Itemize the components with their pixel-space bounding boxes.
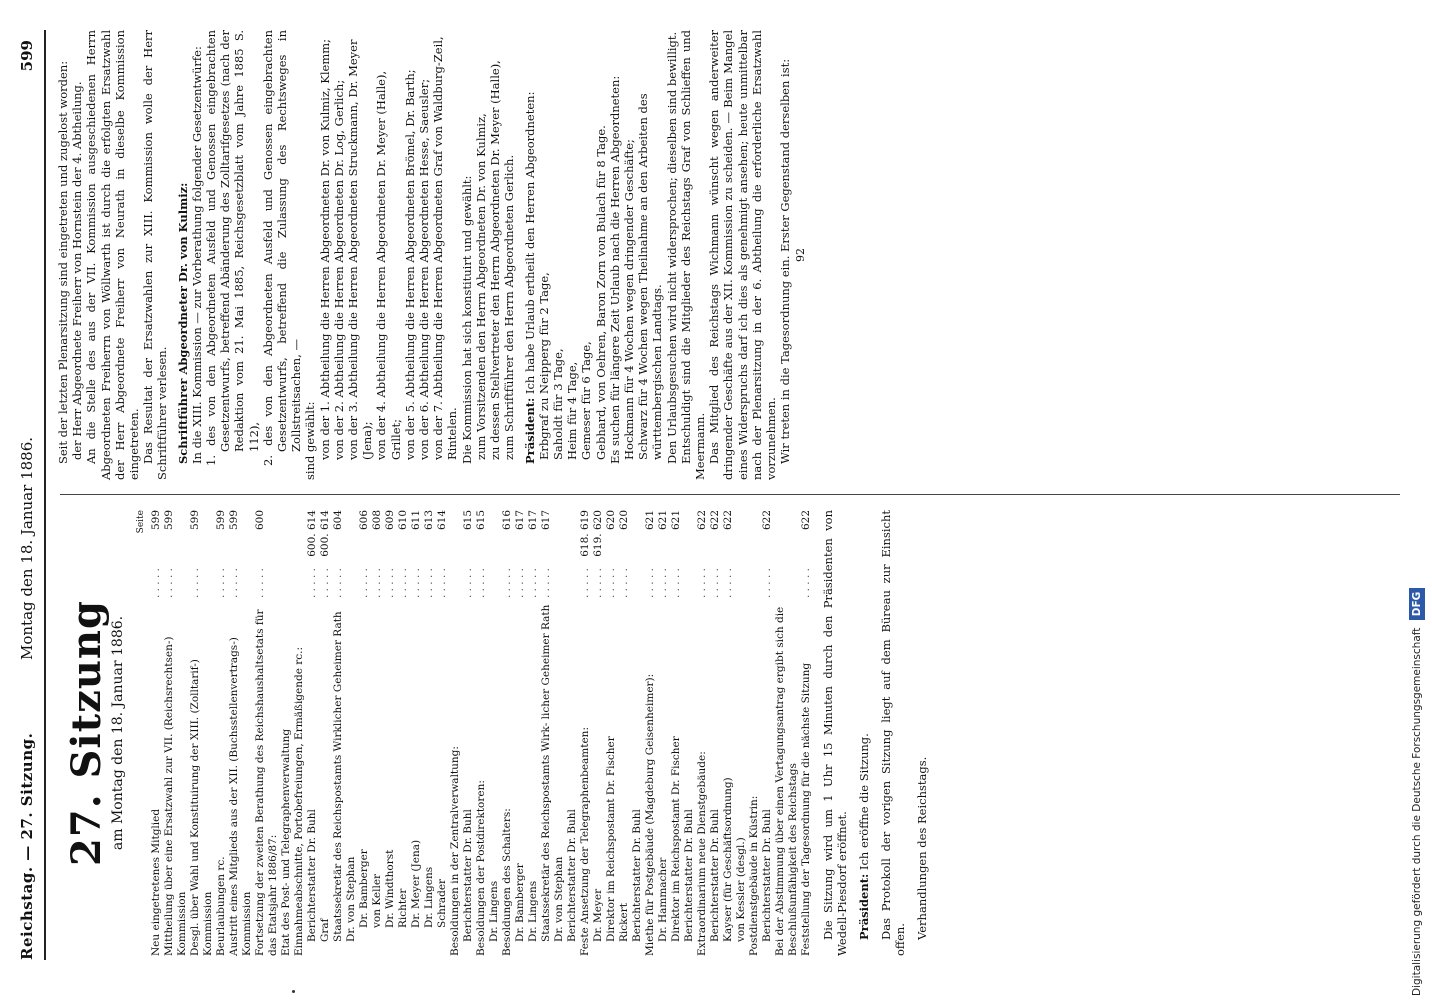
protocol-paragraph: Das Protokoll der vorigen Sitzung liegt auf dem Büreau zur Einsicht offen. <box>879 510 907 956</box>
toc-entry-text: Besoldungen der Postdirektoren: <box>475 780 487 956</box>
toc-leader: . . . . . <box>670 568 682 599</box>
toc-row <box>800 510 813 956</box>
president-statement <box>857 510 871 956</box>
dfg-sidebar-text <box>1405 6 1429 996</box>
toc-entry-text: Berichterstatter Dr. Buhl <box>683 809 695 942</box>
opening-paragraph: Die Sitzung wird um 1 Uhr 15 Minuten durch den Präsidenten von Wedell-Piesdorf eröffnet. <box>821 510 849 956</box>
scan-speck <box>292 990 295 993</box>
right-column <box>56 30 809 480</box>
toc-page-ref: 606 <box>358 510 370 531</box>
toc-entry-text: Schrader <box>436 878 448 928</box>
toc-row <box>423 510 436 956</box>
toc-column-label: Seite <box>136 510 146 534</box>
footer-mark: 92 <box>794 248 808 262</box>
toc-entry-text: von Kessler (desgl.) <box>735 837 747 942</box>
toc-leader: . . . . . <box>579 568 591 599</box>
toc-page-ref: 615 <box>462 510 474 531</box>
toc-page-ref: 599 <box>150 510 162 531</box>
division-4: von der 4. Abtheilung die Herren Abgeordneten Dr. Meyer (Halle), Grillet; <box>374 70 403 460</box>
toc-row <box>358 510 371 956</box>
toc-entry-text: Berichterstatter Dr. Buhl <box>306 809 318 942</box>
toc-leader: . . . . . <box>696 568 708 599</box>
toc-leader: . . . . . <box>150 568 162 599</box>
chairman-line: zum Vorsitzenden den Herrn Abgeordneten Dr. von Kulmiz, <box>473 113 488 460</box>
division-6: von der 6. Abtheilung die Herren Abgeordneten Hesse, Saeusler; <box>417 78 432 460</box>
toc-leader: . . . . . <box>254 568 266 599</box>
session-date: am Montag den 18. Januar 1886. <box>110 615 126 851</box>
paragraph-election-result: Das Resultat der Ersatzwahlen zur XIII. Kommission wolle der Herr Schriftführer verlesen. <box>141 30 170 480</box>
toc-entry-text: Mittheilung über eine Ersatzwahl zur VII. (Reichsrechtsen-) Kommission <box>163 636 188 956</box>
toc-leader: . . . . . <box>228 568 240 599</box>
toc-leader: . . . . . <box>709 568 721 599</box>
toc-page-ref: 600 <box>254 510 266 531</box>
toc-row <box>306 510 319 956</box>
header-rule <box>44 30 46 960</box>
proceedings-line: Verhandlungen des Reichstags. <box>915 756 929 940</box>
toc-page-ref: 619. 620 <box>592 510 604 557</box>
withdrawal-line: Das Mitglied des Reichstags Wichmann wünscht wegen anderweiter dringender Geschäfte aus der XII. Kommission zu scheiden. — Beim Mangel eines Widerspruchs darf ich dies als genehmigt ansehen; heute unmittelbar nach der Plenarsitzung in der 6. Abtheilung die erforderliche Ersatzwahl vorzunehmen. <box>707 30 778 480</box>
elected-line: sind gewählt: <box>303 401 318 480</box>
toc-row <box>215 510 228 956</box>
toc-leader: . . . . . <box>397 568 409 599</box>
column-divider <box>60 494 1400 495</box>
president-leave-statement <box>523 30 537 480</box>
toc-entry-text: Einnahmeabschnitte, Portobefreiungen, Ermäßigende rc.: <box>293 646 305 956</box>
toc-page-ref: 599 <box>215 510 227 531</box>
president-label: Präsident: <box>522 397 537 464</box>
toc-row <box>566 510 579 956</box>
session-title: 27. Sitzung <box>63 600 110 866</box>
toc-row <box>514 510 527 956</box>
division-5: von der 5. Abtheilung die Herren Abgeordneten Brömel, Dr. Barth; <box>402 69 417 460</box>
toc-page-ref: 613 <box>423 510 435 531</box>
paragraph-new-members: Seit der letzten Plenarsitzung sind eingetreten und zugelost worden: <box>56 60 70 464</box>
toc-entry-text: Dr. Lingens <box>423 866 435 928</box>
toc-entry-text: Postdienstgebäude in Küstrin: <box>748 795 760 956</box>
toc-row <box>163 510 189 956</box>
leave-1: Erbgraf zu Neipperg für 2 Tage, <box>536 272 551 460</box>
leave-4: Gemeser für 6 Tage, <box>579 341 594 460</box>
toc-leader: . . . . . <box>644 568 656 599</box>
toc-leader: . . . . . <box>618 568 630 599</box>
toc-row <box>579 510 592 956</box>
secretary-label: Schriftführer Abgeordneter Dr. von Kulmiz: <box>175 182 190 464</box>
toc-entry-text: von Keller <box>371 873 383 928</box>
toc-page-ref: 614 <box>436 510 448 531</box>
vice-chairman-line: zu dessen Stellvertreter den Herrn Abgeordneten Dr. Meyer (Halle), <box>488 60 503 460</box>
longer-leave-line: Es suchen für längere Zeit Urlaub nach die Herren Abgeordneten: <box>607 75 622 464</box>
toc-entry-text: Neu eingetretenes Mitglied <box>150 808 162 956</box>
toc-page-ref: 621 <box>670 510 682 531</box>
page-number: 599 <box>18 40 36 72</box>
toc-entry-text: Richter <box>397 888 409 928</box>
toc-leader: . . . . . <box>319 568 331 599</box>
dfg-sidebar <box>1405 6 1429 996</box>
toc-entry-text: Berichterstatter Dr. Buhl <box>709 809 721 942</box>
toc-row <box>150 510 163 956</box>
toc-row <box>631 510 644 956</box>
toc-row <box>436 510 449 956</box>
toc-row <box>540 510 566 956</box>
toc-page-ref: 609 <box>384 510 396 531</box>
toc-entry-text: Direktor im Reichspostamt Dr. Fischer <box>670 736 682 942</box>
toc-page-ref: 616 <box>501 510 513 531</box>
toc-entry-text: Staatssekretär des Reichspostamts Wirk- licher Geheimer Rath Dr. von Stephan <box>540 604 565 942</box>
running-header <box>14 40 40 960</box>
toc-page-ref: 599 <box>163 510 175 531</box>
toc-entry-text: Dr. Bamberger <box>358 849 370 928</box>
division-2: von der 2. Abtheilung die Herren Abgeordneten Dr. Log, Gerlich; <box>331 79 346 460</box>
toc-row <box>280 510 293 956</box>
toc-page-ref: 617 <box>514 510 526 531</box>
toc-page-ref: 604 <box>332 510 344 531</box>
toc-page-ref: 599 <box>189 510 201 531</box>
toc-leader: . . . . . <box>475 568 487 599</box>
leave-granted-line: Den Urlaubsgesuchen wird nicht widersprochen; dieselben sind bewilligt. <box>664 31 679 464</box>
toc-page-ref: 621 <box>644 510 656 531</box>
leave-6: Hockmann für 4 Wochen wegen dringender Geschäfte; <box>621 139 636 460</box>
toc-row <box>774 510 800 956</box>
toc-entry-text: Miethe für Postgebäude (Magdeburg Geisenheimer): <box>644 673 656 956</box>
toc-page-ref: 621 <box>657 510 669 531</box>
bill-item-1: 1. des von den Abgeordneten Ausfeld und Genossen eingebrachten Gesetzentwurfs, betreffend Abänderung des Zolltarifgesetzes (nach der Redaktion vom 21. Mai 1885, Reichsgesetzblatt vom Jahre 1885 S. 112), <box>204 30 261 466</box>
toc-row <box>644 510 657 956</box>
leave-3: Heim für 4 Tage, <box>565 361 580 460</box>
toc-leader: . . . . . <box>189 568 201 599</box>
toc-entry-text: Beurlaubungen rc. <box>215 856 227 956</box>
toc-leader: . . . . . <box>371 568 383 599</box>
toc-row <box>449 510 462 956</box>
toc-leader: . . . . . <box>540 568 552 599</box>
toc-leader: . . . . . <box>462 568 474 599</box>
toc-leader: . . . . . <box>332 568 344 599</box>
paragraph-replacement: An die Stelle des aus der VII. Kommission ausgeschiedenen Herrn Abgeordneten Freiherrn von Wöllwarth ist durch die erfolgten Ersatzwahl der Herr Abgeordnete Freiherr von Neurath in dieselbe Kommission eingetreten. <box>84 30 142 480</box>
toc-leader: . . . . . <box>592 568 604 599</box>
toc-row <box>618 510 631 956</box>
toc-entry-text: Berichterstatter Dr. Buhl <box>631 809 643 942</box>
dfg-credit: Digitalisierung gefördert durch die Deutsche Forschungsgemeinschaft <box>1411 627 1423 996</box>
toc-leader: . . . . . <box>761 568 773 599</box>
toc-entry-text: Dr. Lingens <box>527 880 539 942</box>
header-left: Reichstag. — 27. Sitzung. <box>18 732 36 960</box>
secretary-line: zum Schriftführer den Herrn Abgeordneten Gerlich. <box>502 154 517 460</box>
toc-entry-text: Graf <box>319 918 331 942</box>
toc-page-ref: 618. 619 <box>579 510 591 557</box>
bill-item-2: 2. des von den Abgeordneten Ausfeld und Genossen eingebrachten Gesetzentwurfs, betreffend die Zulassung des Rechtsweges in Zollstreitsachen, — <box>260 30 304 466</box>
toc-page-ref: 622 <box>761 510 773 531</box>
toc-row <box>475 510 488 956</box>
toc-row <box>189 510 215 956</box>
toc-entry-text: Berichterstatter Dr. Buhl <box>566 809 578 942</box>
toc-entry-text: Dr. Meyer (Jena) <box>410 839 422 928</box>
toc-row <box>709 510 722 956</box>
toc-entry-text: Austritt eines Mitglieds aus der XII. (Buchsstellenvertrags-) Kommission <box>228 637 253 956</box>
toc-entry-text: Berichterstatter Dr. Buhl <box>462 809 474 942</box>
toc-page-ref: 615 <box>475 510 487 531</box>
toc-leader: . . . . . <box>163 568 175 599</box>
toc-page-ref: 617 <box>527 510 539 531</box>
toc-leader: . . . . . <box>410 568 422 599</box>
table-of-contents <box>150 510 813 956</box>
constitution-line: Die Kommission hat sich konstituirt und gewählt: <box>459 175 474 464</box>
toc-row <box>384 510 397 956</box>
toc-entry-text: Feststellung der Tagesordnung für die nächste Sitzung <box>800 662 812 956</box>
toc-page-ref: 622 <box>800 510 812 531</box>
division-1: von der 1. Abtheilung die Herren Abgeordneten Dr. von Kulmiz, Klemm; <box>317 38 332 460</box>
toc-page-ref: 599 <box>228 510 240 531</box>
toc-row <box>670 510 683 956</box>
toc-entry-text: Direktor im Reichspostamt Dr. Fischer <box>605 736 617 942</box>
toc-leader: . . . . . <box>800 568 812 599</box>
toc-leader: . . . . . <box>722 568 734 599</box>
paragraph-new-members-detail: der Herr Abgeordnete Freiherr von Hornstein der 4. Abtheilung. <box>70 81 85 460</box>
toc-entry-text: Besoldungen in der Zentralverwaltung: <box>449 746 461 956</box>
toc-page-ref: 622 <box>709 510 721 531</box>
excused-line: Entschuldigt sind die Mitglieder des Reichstags Graf von Schlieffen und Meermann. <box>678 30 707 480</box>
commission-intro: In die XIII. Kommission — zur Vorberathung folgender Gesetzentwürfe: <box>189 46 204 464</box>
toc-page-ref: 608 <box>371 510 383 531</box>
toc-leader: . . . . . <box>514 568 526 599</box>
toc-leader: . . . . . <box>657 568 669 599</box>
toc-leader: . . . . . <box>358 568 370 599</box>
toc-page-ref: 620 <box>605 510 617 531</box>
toc-entry-text: Dr. Windthorst <box>384 849 396 928</box>
toc-row <box>501 510 514 956</box>
toc-entry-text: Fortsetzung der zweiten Berathung des Reichshaushaltsetats für das Etatsjahr 1886/87: <box>254 609 279 956</box>
toc-row <box>293 510 306 956</box>
toc-row <box>761 510 774 956</box>
toc-leader: . . . . . <box>306 568 318 599</box>
toc-row <box>228 510 254 956</box>
toc-page-ref: 620 <box>618 510 630 531</box>
toc-row <box>657 510 670 956</box>
president-leave-text: Ich habe Urlaub ertheilt den Herren Abgeordneten: <box>522 91 537 395</box>
toc-row <box>722 510 735 956</box>
toc-leader: . . . . . <box>527 568 539 599</box>
leave-2: Saholdt für 3 Tage, <box>550 348 565 460</box>
toc-entry-text: Berichterstatter Dr. Buhl <box>761 809 773 942</box>
toc-row <box>397 510 410 956</box>
toc-leader: . . . . . <box>436 568 448 599</box>
toc-leader: . . . . . <box>215 568 227 599</box>
agenda-line: Wir treten in die Tagesordnung ein. Erster Gegenstand derselben ist: <box>778 58 793 464</box>
toc-entry-text: Dr. Lingens <box>488 880 500 942</box>
left-column <box>56 510 929 956</box>
toc-row <box>748 510 761 956</box>
toc-row <box>462 510 475 956</box>
toc-entry-text: Bei der Abstimmung über einen Vertagungsantrag ergibt sich die Beschlußunfähigkeit des Reichstags <box>774 606 799 956</box>
toc-entry-text: Dr. Meyer <box>592 888 604 942</box>
toc-page-ref: 610 <box>397 510 409 531</box>
header-date: Montag den 18. Januar 1886. <box>18 436 36 660</box>
toc-page-ref: 600. 614 <box>306 510 318 557</box>
toc-page-ref: 600. 614 <box>319 510 331 557</box>
toc-row <box>592 510 605 956</box>
toc-entry-text: Besoldungen des Schalters: <box>501 808 513 956</box>
toc-entry-text: Staatssekretär des Reichspostamts Wirklicher Geheimer Rath Dr. von Stephan <box>332 611 357 942</box>
division-7: von der 7. Abtheilung die Herren Abgeordneten Graf von Waldburg-Zeil, Rintelen. <box>431 36 460 460</box>
toc-row <box>319 510 332 956</box>
toc-row <box>254 510 280 956</box>
speaker-label: Präsident: <box>857 873 871 940</box>
toc-entry-text: Desgl. über Wahl und Konstituirung der XIII. (Zolltarif-) Kommission <box>189 659 214 956</box>
toc-entry-text: Dr. Bamberger <box>514 863 526 942</box>
toc-entry-text: Rickert <box>618 903 630 942</box>
toc-entry-text: Etat des Post- und Telegraphenverwaltung <box>280 728 292 956</box>
toc-leader: . . . . . <box>501 568 513 599</box>
toc-row <box>696 510 709 956</box>
leave-7: Schwarz für 4 Wochen wegen Theilnahme an den Arbeiten des württembergischen Landtags. <box>636 93 665 460</box>
toc-row <box>683 510 696 956</box>
toc-entry-text: Feste Ansetzung der Telegraphenbeamten: <box>579 727 591 956</box>
toc-page-ref: 617 <box>540 510 552 531</box>
toc-leader: . . . . . <box>605 568 617 599</box>
dfg-logo: DFG <box>1409 588 1425 621</box>
toc-row <box>371 510 384 956</box>
toc-leader: . . . . . <box>423 568 435 599</box>
toc-leader: . . . . . <box>384 568 396 599</box>
toc-row <box>735 510 748 956</box>
toc-row <box>527 510 540 956</box>
division-3: von der 3. Abtheilung die Herren Abgeordneten Struckmann, Dr. Meyer (Jena); <box>346 39 375 460</box>
toc-entry-text: Dr. Hammacher <box>657 857 669 942</box>
leave-5: Gebhard, von Oehren, Baron Zorn von Bulach für 8 Tage. <box>593 125 608 460</box>
toc-page-ref: 622 <box>696 510 708 531</box>
toc-entry-text: Extraordinarium neue Dienstgebäude: <box>696 751 708 956</box>
toc-row <box>605 510 618 956</box>
toc-page-ref: 611 <box>410 510 422 531</box>
toc-row <box>332 510 358 956</box>
toc-page-ref: 622 <box>722 510 734 531</box>
speaker-text: Ich eröffne die Sitzung. <box>857 733 871 871</box>
toc-row <box>410 510 423 956</box>
toc-row <box>488 510 501 956</box>
toc-entry-text: Kayser (für Geschäftsordnung) <box>722 777 734 942</box>
